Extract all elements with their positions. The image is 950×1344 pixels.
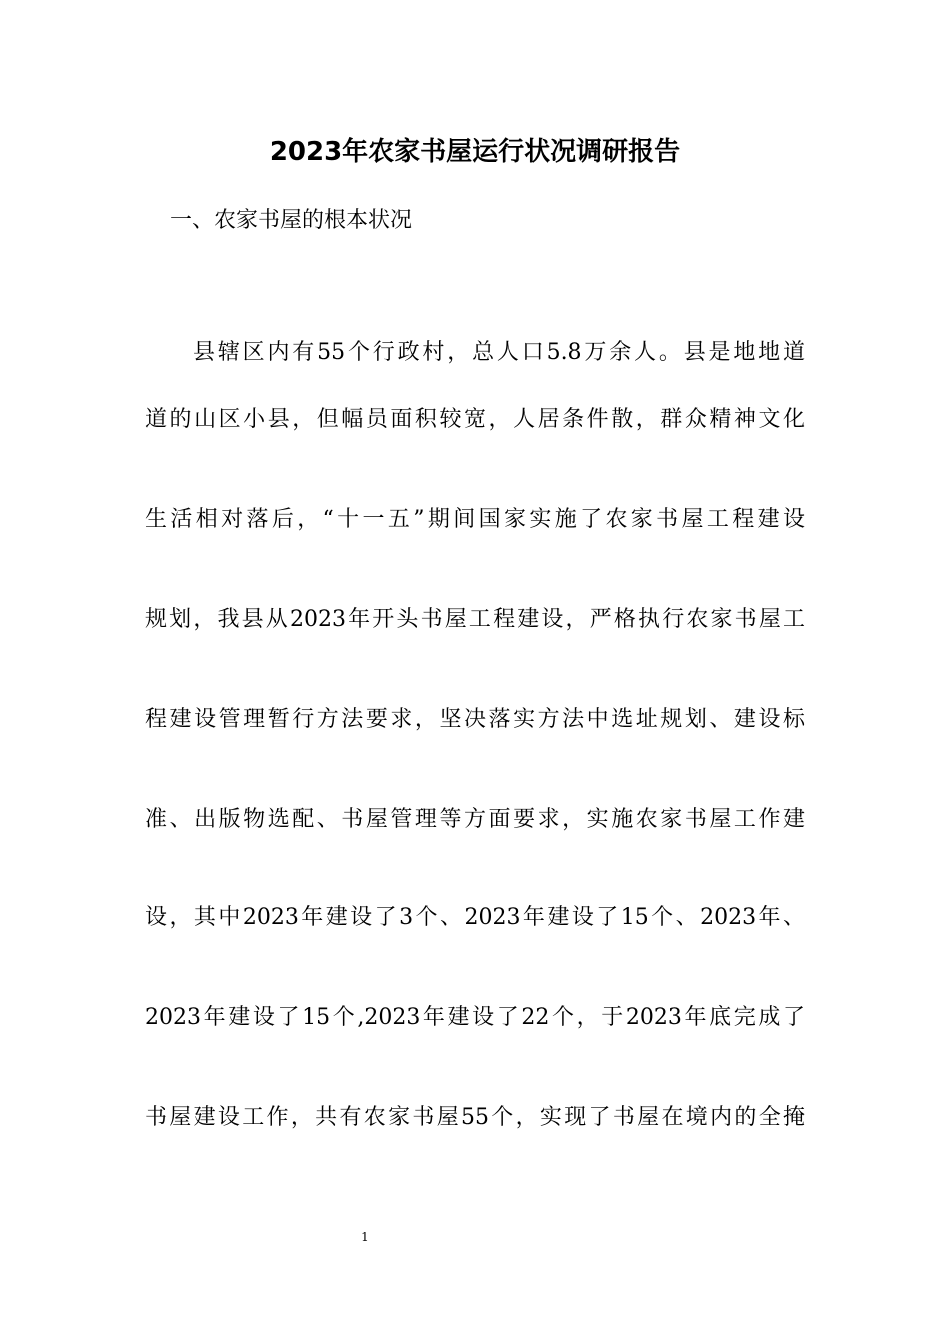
body-line: 2023年建设了15个,2023年建设了22个，于2023年底完成了 <box>145 1005 805 1030</box>
body-line: 准、出版物选配、书屋管理等方面要求，实施农家书屋工作建 <box>145 807 805 832</box>
document-title: 2023年农家书屋运行状况调研报告 <box>269 137 681 167</box>
body-line: 程建设管理暂行方法要求，坚决落实方法中选址规划、建设标 <box>145 707 805 732</box>
body-line: 生活相对落后，“十一五”期间国家实施了农家书屋工程建设 <box>145 507 805 532</box>
section-heading: 一、农家书屋的根本状况 <box>170 208 413 233</box>
body-line: 道的山区小县，但幅员面积较宽，人居条件散，群众精神文化 <box>145 407 805 432</box>
body-line: 规划，我县从2023年开头书屋工程建设，严格执行农家书屋工 <box>145 607 805 632</box>
body-line: 书屋建设工作，共有农家书屋55个，实现了书屋在境内的全掩 <box>145 1105 805 1130</box>
body-line: 设，其中2023年建设了3个、2023年建设了15个、2023年、 <box>145 905 805 930</box>
body-line: 县辖区内有55个行政村，总人口5.8万余人。县是地地道 <box>193 340 805 365</box>
page-number: 1 <box>361 1230 369 1244</box>
